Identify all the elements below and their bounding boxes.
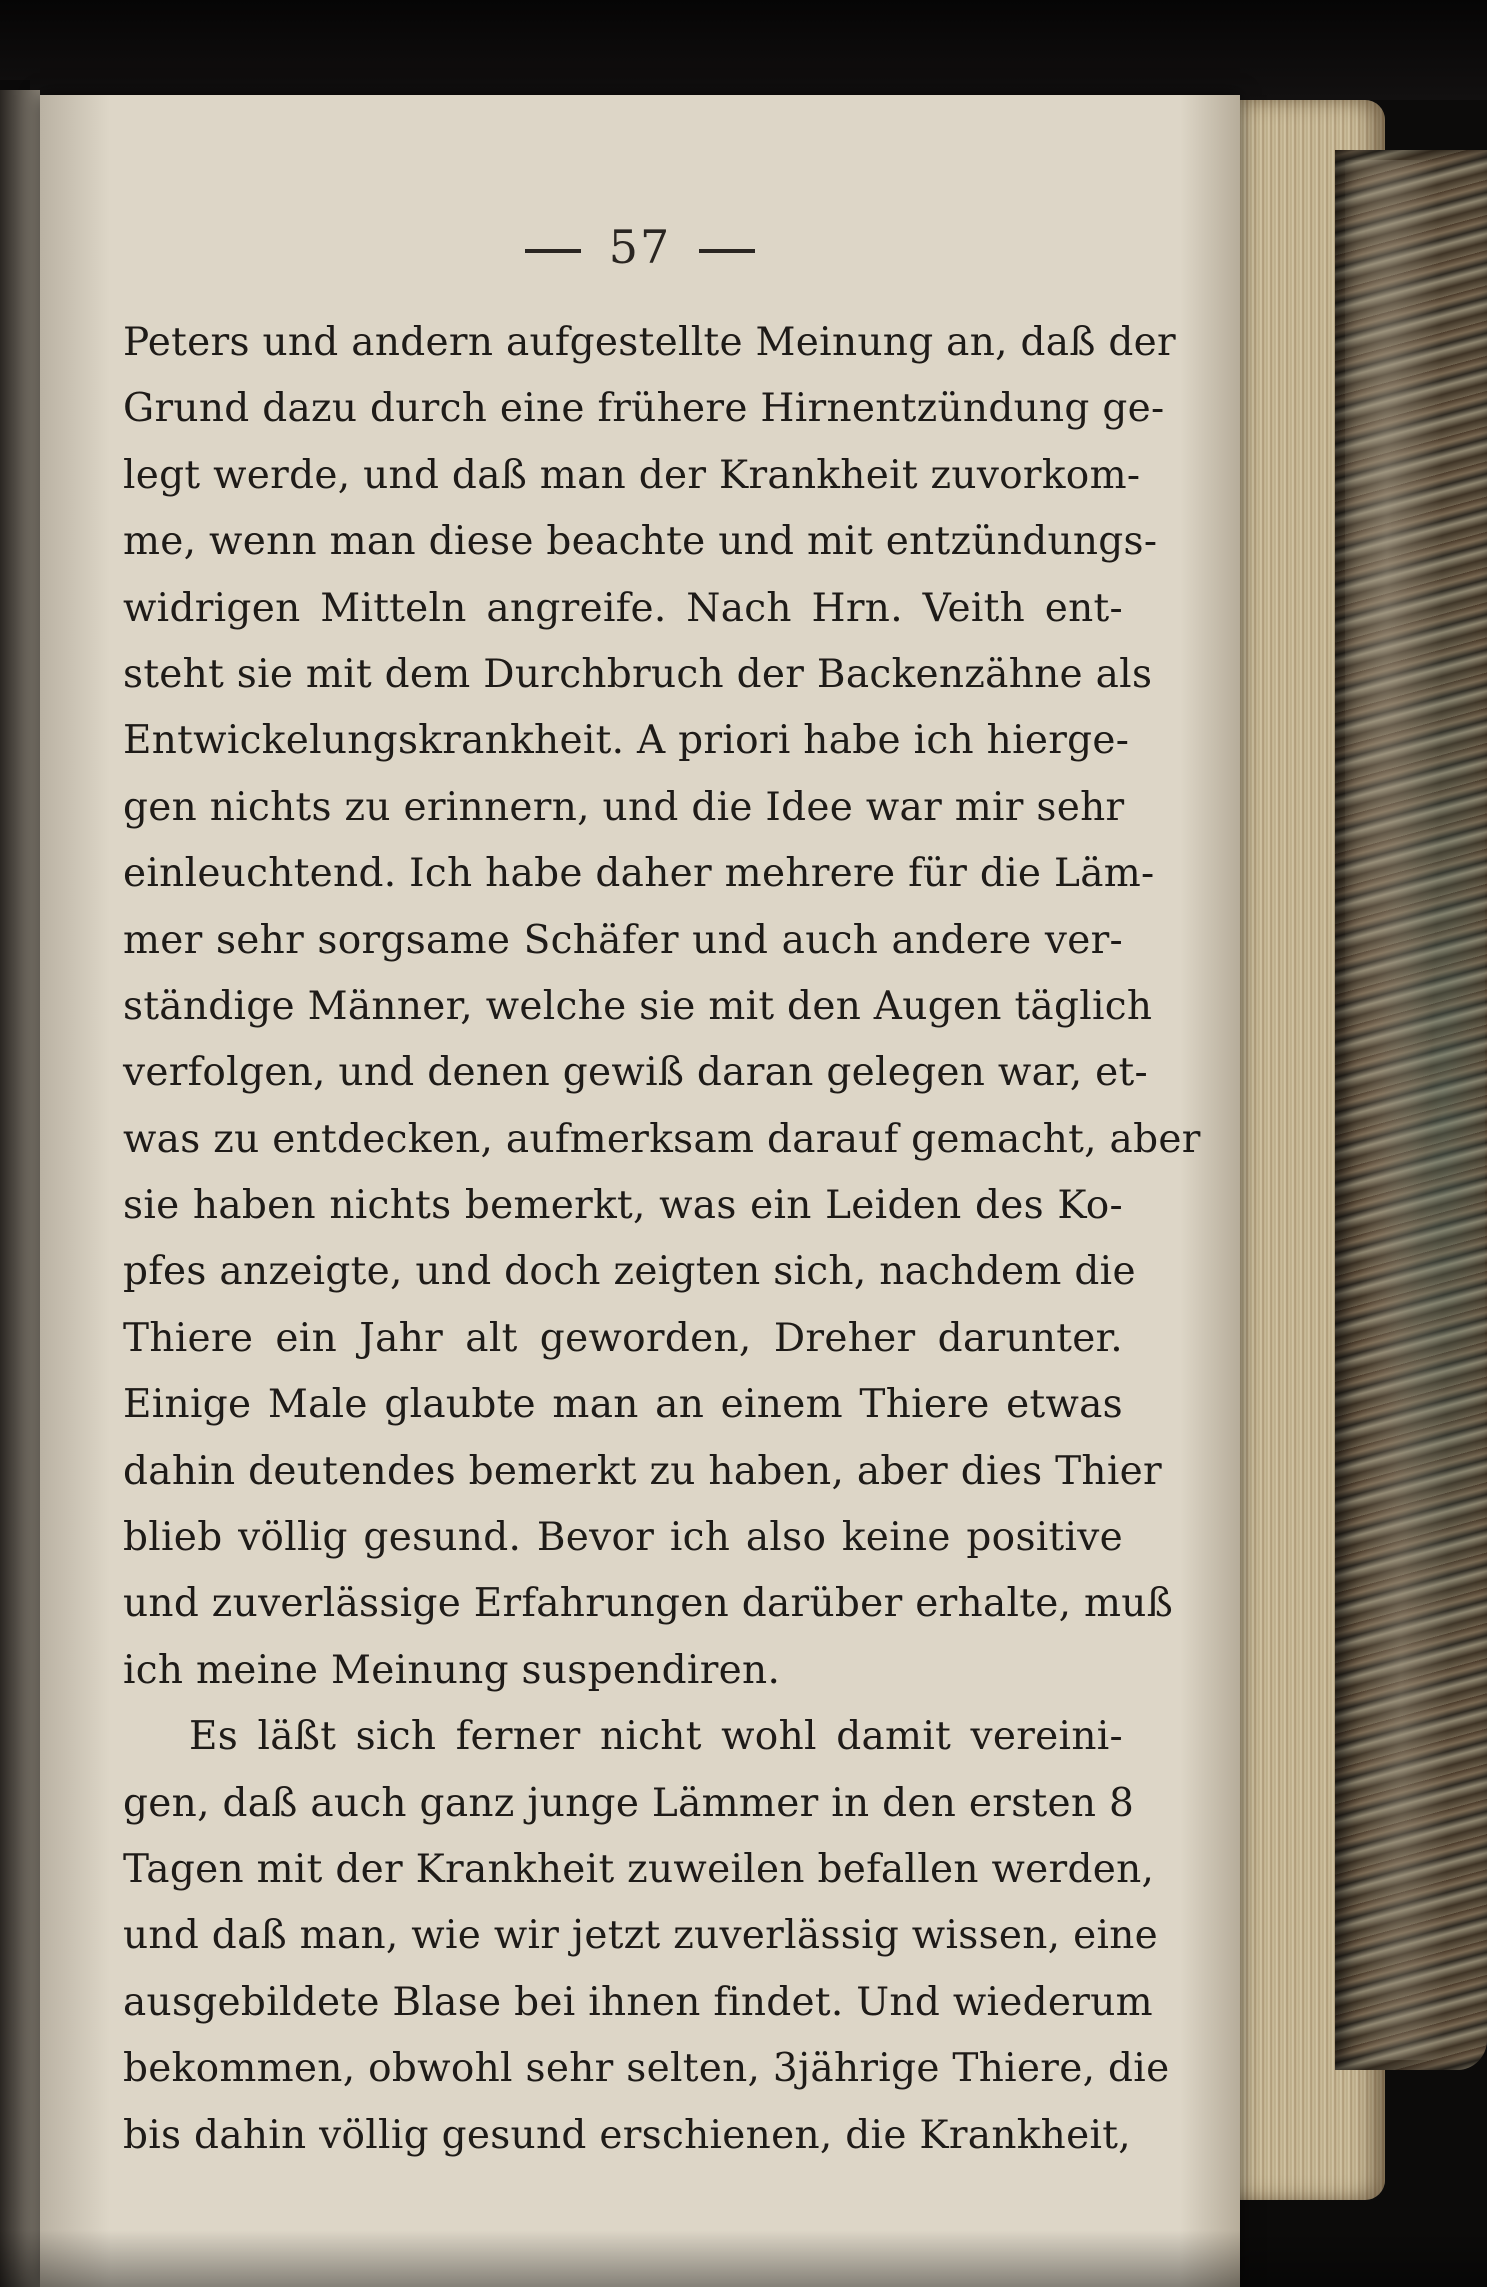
text-line: Es läßt sich ferner nicht wohl damit vereini-: [189, 1714, 1123, 1760]
book-page: [40, 95, 1240, 2287]
text-line: Peters und andern aufgestellte Meinung an, daß der: [123, 320, 1176, 365]
text-line: legt werde, und daß man der Krankheit zuvorkom-: [123, 452, 1141, 498]
text-line: bis dahin völlig gesund erschienen, die Krankheit,: [123, 2112, 1131, 2158]
cover-marbling: [1345, 160, 1485, 2060]
text-line: blieb völlig gesund. Bevor ich also keine positive: [123, 1515, 1123, 1561]
text-line: Entwickelungskrankheit. A priori habe ich hierge-: [123, 718, 1130, 764]
text-line: ständige Männer, welche sie mit den Augen täglich: [123, 983, 1153, 1029]
text-line: dahin deutendes bemerkt zu haben, aber dies Thier: [123, 1448, 1162, 1494]
page-header: [40, 220, 1240, 274]
text-line: Grund dazu durch eine frühere Hirnentzündung ge-: [123, 386, 1165, 432]
text-line: gen, daß auch ganz junge Lämmer in den ersten 8: [123, 1780, 1135, 1826]
body-text: [123, 310, 1201, 2169]
text-line: pfes anzeigte, und doch zeigten sich, nachdem die: [123, 1249, 1136, 1295]
facing-page-edge: [0, 90, 40, 2287]
text-line: und daß man, wie wir jetzt zuverlässig wissen, eine: [123, 1913, 1159, 1959]
text-line: ich meine Meinung suspendiren.: [123, 1647, 781, 1693]
text-line: steht sie mit dem Durchbruch der Backenzähne als: [123, 651, 1153, 697]
text-line: verfolgen, und denen gewiß daran gelegen war, et-: [123, 1050, 1149, 1096]
text-line: sie haben nichts bemerkt, was ein Leiden des Ko-: [123, 1183, 1123, 1229]
text-line: widrigen Mitteln angreife. Nach Hrn. Veith ent-: [123, 585, 1123, 631]
header-dash-right: [699, 249, 755, 253]
header-dash-left: [525, 249, 581, 253]
text-line: einleuchtend. Ich habe daher mehrere für die Läm-: [123, 851, 1155, 897]
text-line: me, wenn man diese beachte und mit entzündungs-: [123, 519, 1158, 565]
background-top: [0, 0, 1487, 100]
text-line: Thiere ein Jahr alt geworden, Dreher darunter.: [123, 1315, 1123, 1361]
page-number: 57: [608, 220, 672, 274]
text-line: Einige Male glaubte man an einem Thiere etwas: [123, 1382, 1123, 1428]
text-line: Tagen mit der Krankheit zuweilen befallen werden,: [123, 1846, 1155, 1892]
text-line: ausgebildete Blase bei ihnen findet. Und wiederum: [123, 1979, 1153, 2025]
text-line: mer sehr sorgsame Schäfer und auch andere ver-: [123, 917, 1123, 963]
text-line: was zu entdecken, aufmerksam darauf gemacht, aber: [123, 1116, 1201, 1162]
text-line: und zuverlässige Erfahrungen darüber erhalte, muß: [123, 1581, 1174, 1627]
text-line: bekommen, obwohl sehr selten, 3jährige Thiere, die: [123, 2046, 1170, 2092]
text-line: gen nichts zu erinnern, und die Idee war mir sehr: [123, 784, 1125, 830]
